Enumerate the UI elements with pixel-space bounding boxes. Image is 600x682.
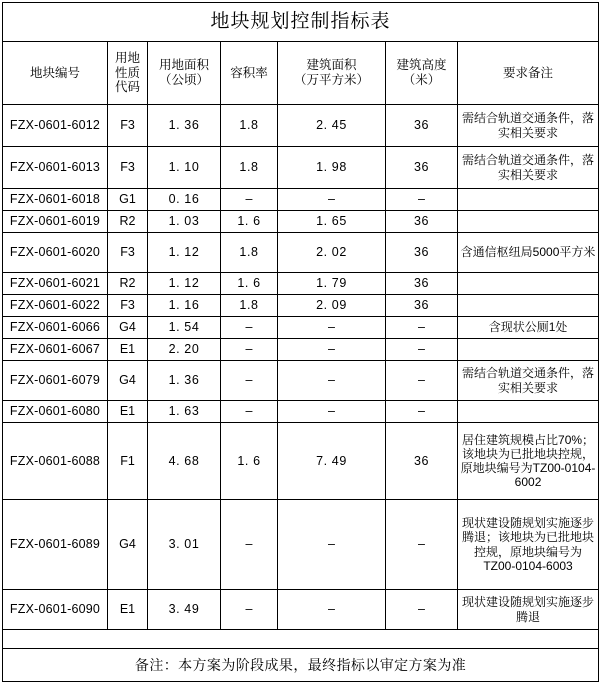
cell-floor-area: 2. 09 xyxy=(278,295,386,317)
cell-far: – xyxy=(221,401,278,423)
cell-use-code: E1 xyxy=(108,401,148,423)
table-header-row xyxy=(3,42,599,105)
cell-use-code: G1 xyxy=(108,189,148,211)
cell-far: – xyxy=(221,361,278,401)
table-row xyxy=(3,211,599,233)
cell-floor-area: 7. 49 xyxy=(278,423,386,500)
cell-remark xyxy=(458,189,599,211)
column-header-height xyxy=(386,42,458,105)
cell-far: 1. 6 xyxy=(221,423,278,500)
cell-remark xyxy=(458,273,599,295)
cell-height: 36 xyxy=(386,295,458,317)
column-header-far: 容积率 xyxy=(221,42,278,105)
cell-floor-area: – xyxy=(278,361,386,401)
table-row xyxy=(3,317,599,339)
table-row xyxy=(3,295,599,317)
planning-indicator-table xyxy=(2,2,599,682)
cell-height: – xyxy=(386,317,458,339)
cell-use-code: F3 xyxy=(108,233,148,273)
title-row xyxy=(3,3,599,42)
cell-plot-code: FZX-0601-6022 xyxy=(3,295,108,317)
cell-land-area: 1. 63 xyxy=(148,401,221,423)
cell-land-area: 3. 01 xyxy=(148,500,221,590)
cell-land-area: 1. 12 xyxy=(148,233,221,273)
cell-remark: 现状建设随规划实施逐步腾退；该地块为已批地块控规，原地块编号为TZ00-0104-6003 xyxy=(458,500,599,590)
column-header-land-area-line2: （公顷） xyxy=(158,73,209,87)
cell-far: – xyxy=(221,339,278,361)
cell-use-code: F3 xyxy=(108,295,148,317)
cell-remark: 需结合轨道交通条件，落实相关要求 xyxy=(458,147,599,189)
cell-floor-area: 2. 02 xyxy=(278,233,386,273)
cell-height: – xyxy=(386,401,458,423)
cell-floor-area: – xyxy=(278,590,386,630)
column-header-land-area-line1: 用地面积 xyxy=(158,58,209,73)
cell-height: 36 xyxy=(386,105,458,147)
column-header-use-code-line2: 性质 xyxy=(114,65,140,80)
cell-land-area: 1. 12 xyxy=(148,273,221,295)
cell-remark: 现状建设随规划实施逐步腾退 xyxy=(458,590,599,630)
cell-far: – xyxy=(221,317,278,339)
column-header-floor-area-line2: （万平方米） xyxy=(293,73,369,87)
cell-floor-area: 1. 65 xyxy=(278,211,386,233)
cell-plot-code: FZX-0601-6021 xyxy=(3,273,108,295)
column-header-use-code-line3: 代码 xyxy=(114,80,140,95)
cell-land-area: 1. 36 xyxy=(148,105,221,147)
table-row xyxy=(3,233,599,273)
cell-floor-area: 2. 45 xyxy=(278,105,386,147)
cell-remark xyxy=(458,211,599,233)
footer-row xyxy=(3,649,599,682)
cell-far: – xyxy=(221,500,278,590)
cell-far: – xyxy=(221,189,278,211)
cell-use-code: G4 xyxy=(108,500,148,590)
cell-plot-code: FZX-0601-6079 xyxy=(3,361,108,401)
cell-plot-code: FZX-0601-6019 xyxy=(3,211,108,233)
cell-remark: 含现状公厕1处 xyxy=(458,317,599,339)
cell-remark xyxy=(458,339,599,361)
cell-land-area: 2. 20 xyxy=(148,339,221,361)
cell-floor-area: – xyxy=(278,500,386,590)
spacer-cell xyxy=(3,630,599,649)
cell-plot-code: FZX-0601-6067 xyxy=(3,339,108,361)
cell-use-code: F1 xyxy=(108,423,148,500)
spacer-row xyxy=(3,630,599,649)
cell-height: – xyxy=(386,189,458,211)
cell-plot-code: FZX-0601-6018 xyxy=(3,189,108,211)
cell-use-code: F3 xyxy=(108,105,148,147)
cell-far: 1.8 xyxy=(221,233,278,273)
cell-height: 36 xyxy=(386,273,458,295)
table-row xyxy=(3,273,599,295)
cell-floor-area: – xyxy=(278,317,386,339)
cell-plot-code: FZX-0601-6020 xyxy=(3,233,108,273)
cell-remark: 居住建筑规模占比70%；该地块为已批地块控规，原地块编号为TZ00-0104-6002 xyxy=(458,423,599,500)
cell-remark xyxy=(458,295,599,317)
cell-far: 1. 6 xyxy=(221,273,278,295)
cell-remark: 需结合轨道交通条件，落实相关要求 xyxy=(458,361,599,401)
table-row xyxy=(3,401,599,423)
cell-far: 1.8 xyxy=(221,105,278,147)
cell-plot-code: FZX-0601-6080 xyxy=(3,401,108,423)
column-header-remark: 要求备注 xyxy=(458,42,599,105)
cell-plot-code: FZX-0601-6013 xyxy=(3,147,108,189)
cell-floor-area: – xyxy=(278,189,386,211)
column-header-height-line1: 建筑高度 xyxy=(396,58,447,73)
cell-height: 36 xyxy=(386,423,458,500)
table-row xyxy=(3,361,599,401)
cell-plot-code: FZX-0601-6089 xyxy=(3,500,108,590)
column-header-floor-area-line1: 建筑面积 xyxy=(306,58,357,73)
cell-land-area: 1. 36 xyxy=(148,361,221,401)
cell-height: – xyxy=(386,590,458,630)
table-row xyxy=(3,105,599,147)
cell-floor-area: 1. 98 xyxy=(278,147,386,189)
cell-land-area: 4. 68 xyxy=(148,423,221,500)
cell-plot-code: FZX-0601-6012 xyxy=(3,105,108,147)
cell-use-code: R2 xyxy=(108,211,148,233)
cell-height: 36 xyxy=(386,211,458,233)
cell-use-code: E1 xyxy=(108,590,148,630)
cell-use-code: R2 xyxy=(108,273,148,295)
cell-floor-area: – xyxy=(278,339,386,361)
cell-land-area: 1. 03 xyxy=(148,211,221,233)
table-row xyxy=(3,590,599,630)
cell-height: 36 xyxy=(386,147,458,189)
cell-height: 36 xyxy=(386,233,458,273)
column-header-use-code xyxy=(108,42,148,105)
cell-use-code: G4 xyxy=(108,361,148,401)
table-row xyxy=(3,189,599,211)
cell-floor-area: – xyxy=(278,401,386,423)
cell-floor-area: 1. 79 xyxy=(278,273,386,295)
cell-height: – xyxy=(386,500,458,590)
footer-note: 备注：本方案为阶段成果，最终指标以审定方案为准 xyxy=(3,649,599,682)
cell-land-area: 3. 49 xyxy=(148,590,221,630)
cell-far: 1.8 xyxy=(221,295,278,317)
cell-remark: 需结合轨道交通条件，落实相关要求 xyxy=(458,105,599,147)
cell-land-area: 1. 16 xyxy=(148,295,221,317)
cell-plot-code: FZX-0601-6066 xyxy=(3,317,108,339)
table-row xyxy=(3,147,599,189)
cell-land-area: 1. 54 xyxy=(148,317,221,339)
cell-use-code: F3 xyxy=(108,147,148,189)
cell-use-code: G4 xyxy=(108,317,148,339)
cell-land-area: 1. 10 xyxy=(148,147,221,189)
column-header-plot-code: 地块编号 xyxy=(3,42,108,105)
column-header-land-area xyxy=(148,42,221,105)
cell-plot-code: FZX-0601-6088 xyxy=(3,423,108,500)
page-title: 地块规划控制指标表 xyxy=(3,3,599,42)
table-row xyxy=(3,339,599,361)
cell-use-code: E1 xyxy=(108,339,148,361)
cell-height: – xyxy=(386,361,458,401)
cell-plot-code: FZX-0601-6090 xyxy=(3,590,108,630)
table-row xyxy=(3,423,599,500)
column-header-floor-area xyxy=(278,42,386,105)
column-header-use-code-line1: 用地 xyxy=(114,50,140,65)
cell-land-area: 0. 16 xyxy=(148,189,221,211)
column-header-height-line2: （米） xyxy=(402,73,441,87)
cell-height: – xyxy=(386,339,458,361)
table-row xyxy=(3,500,599,590)
cell-far: 1. 6 xyxy=(221,211,278,233)
cell-remark: 含通信枢纽局5000平方米 xyxy=(458,233,599,273)
cell-remark xyxy=(458,401,599,423)
cell-far: 1.8 xyxy=(221,147,278,189)
cell-far: – xyxy=(221,590,278,630)
